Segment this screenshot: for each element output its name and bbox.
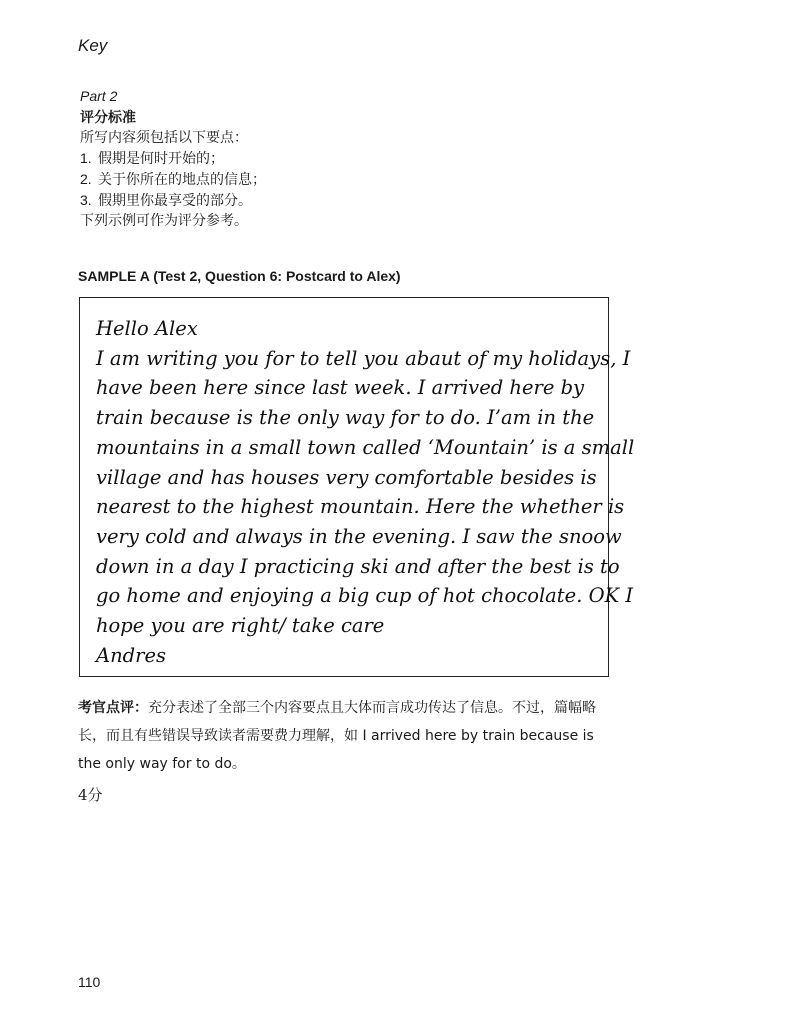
criteria-point <box>80 169 266 190</box>
criteria-note: 下列示例可作为评分参考。 <box>80 213 248 229</box>
postcard-line: train because is the only way for to do. I’am in the <box>96 406 595 430</box>
point-number: 2. <box>80 171 92 187</box>
criteria-intro: 所写内容须包括以下要点： <box>80 130 248 146</box>
point-number: 1. <box>80 150 92 166</box>
postcard-line: nearest to the highest mountain. Here the whether is <box>96 495 625 519</box>
criteria-points <box>80 148 266 211</box>
postcard-line: Andres <box>96 643 166 667</box>
postcard-line: have been here since last week. I arrived here by <box>96 376 585 400</box>
postcard-line: I am writing you for to tell you abaut of my holidays, I <box>96 346 631 370</box>
point-number: 3. <box>80 192 92 208</box>
point-text: 关于你所在的地点的信息； <box>98 172 266 188</box>
postcard-line: go home and enjoying a big cup of hot chocolate. OK I <box>96 584 634 608</box>
score: 4分 <box>78 786 103 804</box>
criteria-point <box>80 148 266 169</box>
point-text: 假期里你最享受的部分。 <box>98 193 252 209</box>
marking-criteria <box>80 108 266 231</box>
comment-text: 充分表述了全部三个内容要点且大体而言成功传达了信息。不过，篇幅略长，而且有些错误导致读者需要费力理解，如 I arrived here by train because is the only way for to do。 <box>78 700 596 772</box>
point-text: 假期是何时开始的； <box>98 151 224 167</box>
postcard-line: hope you are right/ take care <box>96 614 385 638</box>
part-label: Part 2 <box>80 88 118 104</box>
criteria-heading: 评分标准 <box>80 110 136 126</box>
postcard-line: down in a day I practicing ski and after the best is to <box>96 554 620 578</box>
handwritten-postcard <box>96 314 635 670</box>
page-number: 110 <box>78 974 101 990</box>
sample-title: SAMPLE A (Test 2, Question 6: Postcard to Alex) <box>78 268 401 284</box>
key-heading: Key <box>78 36 108 55</box>
postcard-line: Hello Alex <box>96 317 198 340</box>
examiner-comment <box>78 694 618 778</box>
postcard-line: village and has houses very comfortable besides is <box>96 465 597 489</box>
comment-label: 考官点评： <box>78 700 148 716</box>
criteria-point <box>80 190 266 211</box>
postcard-line: very cold and always in the evening. I saw the snoow <box>96 524 622 548</box>
postcard-line: mountains in a small town called ‘Mountain’ is a small <box>96 435 635 459</box>
